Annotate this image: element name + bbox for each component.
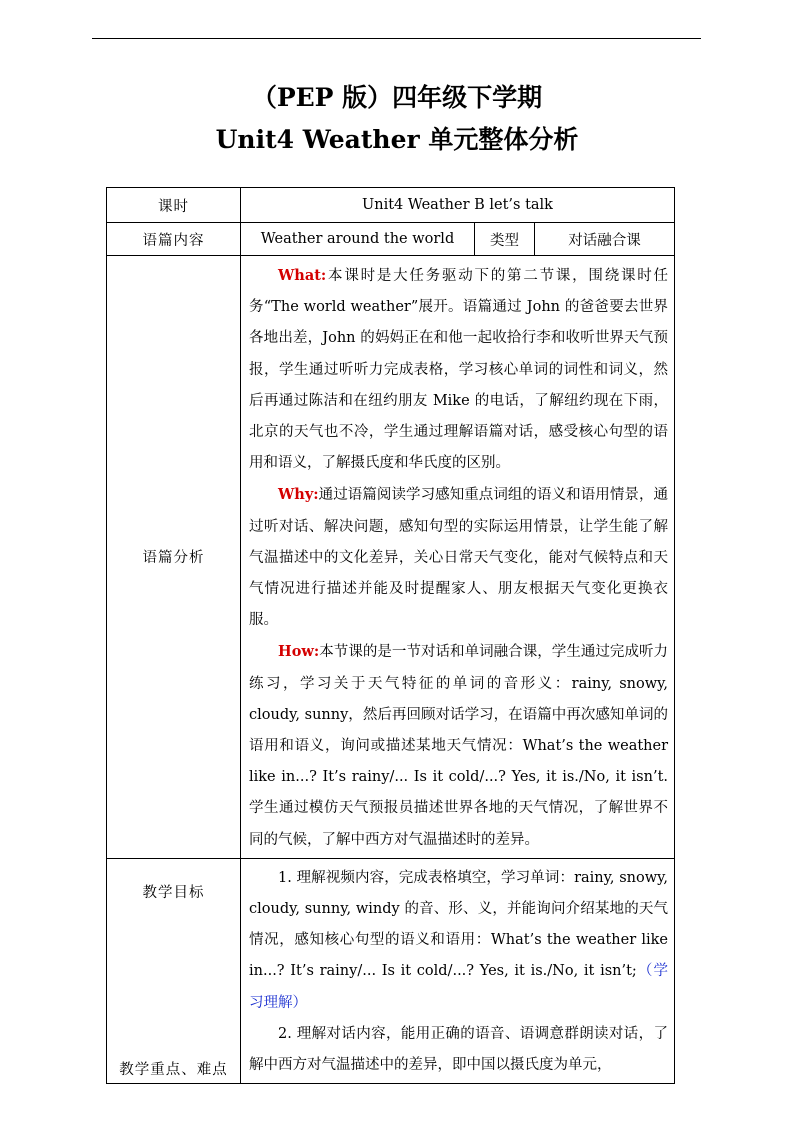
goal-1-text: 1. 理解视频内容，完成表格填空，学习单词：rainy, snowy, cloudy, sunny, windy 的音、形、义，并能询问介绍某地的天气情况，感知核心句型的语义和语用：What’s the weather like in...? It’s rainy/... Is it cold/...? Yes, it is./No, it isn’t;	[249, 869, 669, 980]
goal-1	[249, 863, 668, 1019]
what-paragraph	[249, 260, 668, 479]
analysis-label: 语篇分析	[107, 256, 241, 859]
goal-2-text: 2. 理解对话内容，能用正确的语音、语调意群朗读对话，了解中西方对气温描述中的差异，即中国以摄氏度为单元，	[249, 1025, 669, 1074]
table-row-goals	[107, 858, 675, 1083]
how-text: 本节课的是一节对话和单词融合课，学生通过完成听力练习，学习关于天气特征的单词的音形义：rainy, snowy, cloudy, sunny，然后再回顾对话学习，在语篇中再次感知单词的语用和语义，询问或描述某地天气情况：What’s the weather like in...? It’s rainy/... Is it cold/...? Yes, it is./No, it isn’t. 学生通过模仿天气预报员描述世界各地的天气情况，了解世界不同的气候，了解中西方对气温描述时的差异。	[249, 644, 669, 848]
table-row-analysis	[107, 256, 675, 859]
text-content-value: Weather around the world	[241, 223, 475, 256]
key-points-label: 教学重点、难点	[119, 1062, 228, 1079]
why-paragraph	[249, 479, 668, 636]
how-label: How:	[278, 643, 320, 661]
goal-2	[249, 1019, 668, 1081]
why-text: 通过语篇阅读学习感知重点词组的语义和语用情景，通过听对话、解决问题，感知句型的实际运用情景，让学生能了解气温描述中的文化差异，关心日常天气变化，能对气候特点和天气情况进行描述并能及时提醒家人、朋友根据天气变化更换衣服。	[249, 487, 669, 629]
page-title-line1: （PEP 版）四年级下学期	[251, 83, 543, 112]
lesson-value: Unit4 Weather B let’s talk	[241, 188, 675, 223]
goals-label: 教学目标	[142, 884, 205, 901]
lesson-label: 课时	[107, 188, 241, 223]
goals-label-cell	[107, 858, 241, 1083]
page-title-line2: Unit4 Weather 单元整体分析	[215, 125, 579, 154]
what-label: What:	[278, 267, 327, 284]
analysis-table	[106, 187, 675, 1084]
goals-content	[241, 858, 675, 1083]
goal-1-tag: （学习理解）	[249, 963, 669, 1011]
type-value: 对话融合课	[535, 223, 675, 256]
how-paragraph	[249, 636, 668, 855]
header-rule	[92, 38, 701, 39]
analysis-content	[241, 256, 675, 859]
table-row-text-content	[107, 223, 675, 256]
type-label: 类型	[475, 223, 535, 256]
table-row-lesson	[107, 188, 675, 223]
why-label: Why:	[278, 486, 319, 504]
text-content-label: 语篇内容	[107, 223, 241, 256]
what-text: 本课时是大任务驱动下的第二节课，围绕课时任务“The world weather”展开。语篇通过 John 的爸爸要去世界各地出差，John 的妈妈正在和他一起收拾行李和收听世界天气预报，学生通过听听力完成表格，学习核心单词的词性和词义，然后再通过陈洁和在纽约朋友 Mike 的电话，了解纽约现在下雨，北京的天气也不冷，学生通过理解语篇对话，感受核心句型的语用和语义，了解摄氏度和华氏度的区别。	[249, 268, 669, 472]
